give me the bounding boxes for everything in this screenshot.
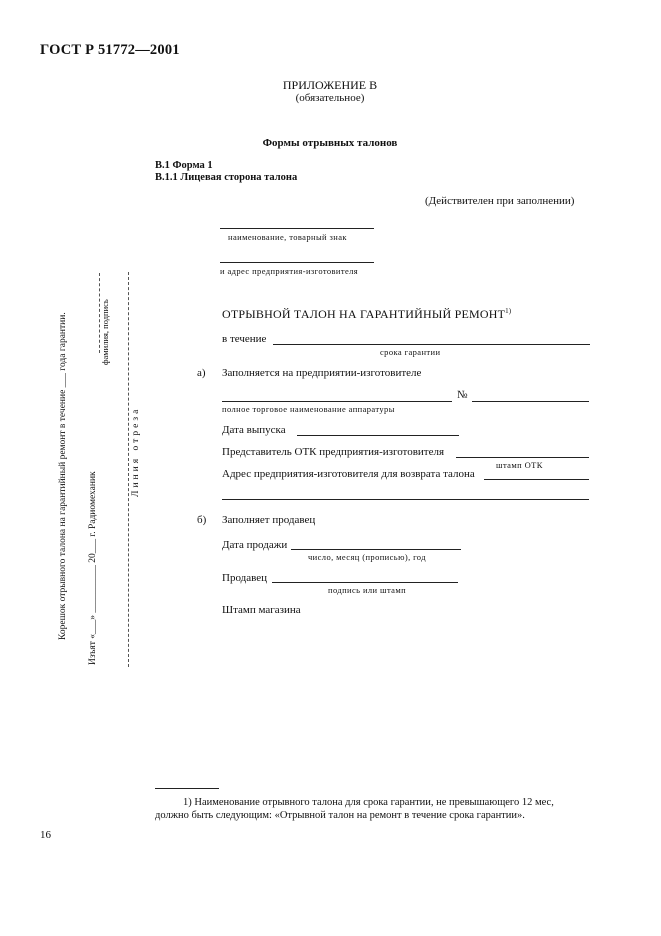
footnote-separator: [155, 788, 219, 789]
number-line: [472, 401, 589, 402]
coupon-footnote-marker: 1): [505, 307, 512, 315]
sale-date-line: [291, 549, 461, 550]
seller-label: Продавец: [222, 572, 268, 584]
qc-rep-label: Представитель ОТК предприятия-изготовителя: [222, 446, 445, 458]
number-label: №: [457, 389, 468, 401]
release-date-label: Дата выпуска: [222, 424, 286, 436]
form-heading: В.1 Форма 1: [155, 160, 213, 171]
form-subheading: В.1.1 Лицевая сторона талона: [155, 172, 298, 183]
stub-signature-line: [99, 273, 100, 353]
sale-date-caption: число, месяц (прописью), год: [308, 552, 426, 562]
section-a-title: Заполняется на предприятии-изготовителе: [222, 367, 422, 379]
trade-mark-line: [220, 228, 374, 229]
trade-name-caption: полное торговое наименование аппаратуры: [222, 404, 395, 414]
section-b-marker: б): [197, 514, 207, 526]
sale-date-label: Дата продажи: [222, 539, 288, 551]
section-b-title: Заполняет продавец: [222, 514, 316, 526]
section-a-marker: а): [197, 367, 206, 379]
validity-note: (Действителен при заполнении): [425, 195, 575, 207]
seller-line: [272, 582, 458, 583]
stub-cut-caption: Линия отреза: [131, 406, 141, 497]
stub-signature-caption: фамилия, подпись: [100, 299, 110, 365]
footnote-line-1: 1) Наименование отрывного талона для срока гарантии, не превышающего 12 мес,: [183, 797, 554, 808]
appendix-subtitle: (обязательное): [295, 92, 365, 104]
stub-cut-line: [128, 272, 129, 667]
coupon-title: [222, 307, 511, 322]
return-address-label: Адрес предприятия-изготовителя для возврата талона: [222, 468, 475, 480]
manufacturer-address-line: [220, 262, 374, 263]
warranty-period-caption: срока гарантии: [380, 347, 441, 357]
store-stamp-label: Штамп магазина: [222, 604, 301, 616]
stub-withdrawn: Изъят «___» __________ 20___ г. Радиомеханик: [88, 471, 98, 665]
manufacturer-address-caption: и адрес предприятия-изготовителя: [220, 266, 359, 276]
standard-number: ГОСТ Р 51772—2001: [40, 42, 180, 58]
coupon-title-text: ОТРЫВНОЙ ТАЛОН НА ГАРАНТИЙНЫЙ РЕМОНТ: [222, 307, 506, 321]
return-address-line-2: [222, 499, 589, 500]
page-number: 16: [40, 829, 51, 841]
trade-mark-caption: наименование, товарный знак: [228, 232, 347, 242]
seller-caption: подпись или штамп: [328, 585, 407, 595]
section-title: Формы отрывных талонов: [262, 137, 398, 149]
qc-stamp-caption: штамп ОТК: [496, 460, 543, 470]
footnote-line-2: должно быть следующим: «Отрывной талон на ремонт в течение срока гарантии».: [155, 810, 525, 821]
release-date-line: [297, 435, 459, 436]
stub-title: Корешок отрывного талона на гарантийный ремонт в течение ___ года гарантии.: [58, 312, 68, 640]
return-address-line: [484, 479, 589, 480]
qc-rep-line: [456, 457, 589, 458]
appendix-title: ПРИЛОЖЕНИЕ В: [282, 78, 378, 92]
during-label: в течение: [222, 333, 267, 345]
trade-name-line: [222, 401, 452, 402]
warranty-period-line: [273, 344, 590, 345]
